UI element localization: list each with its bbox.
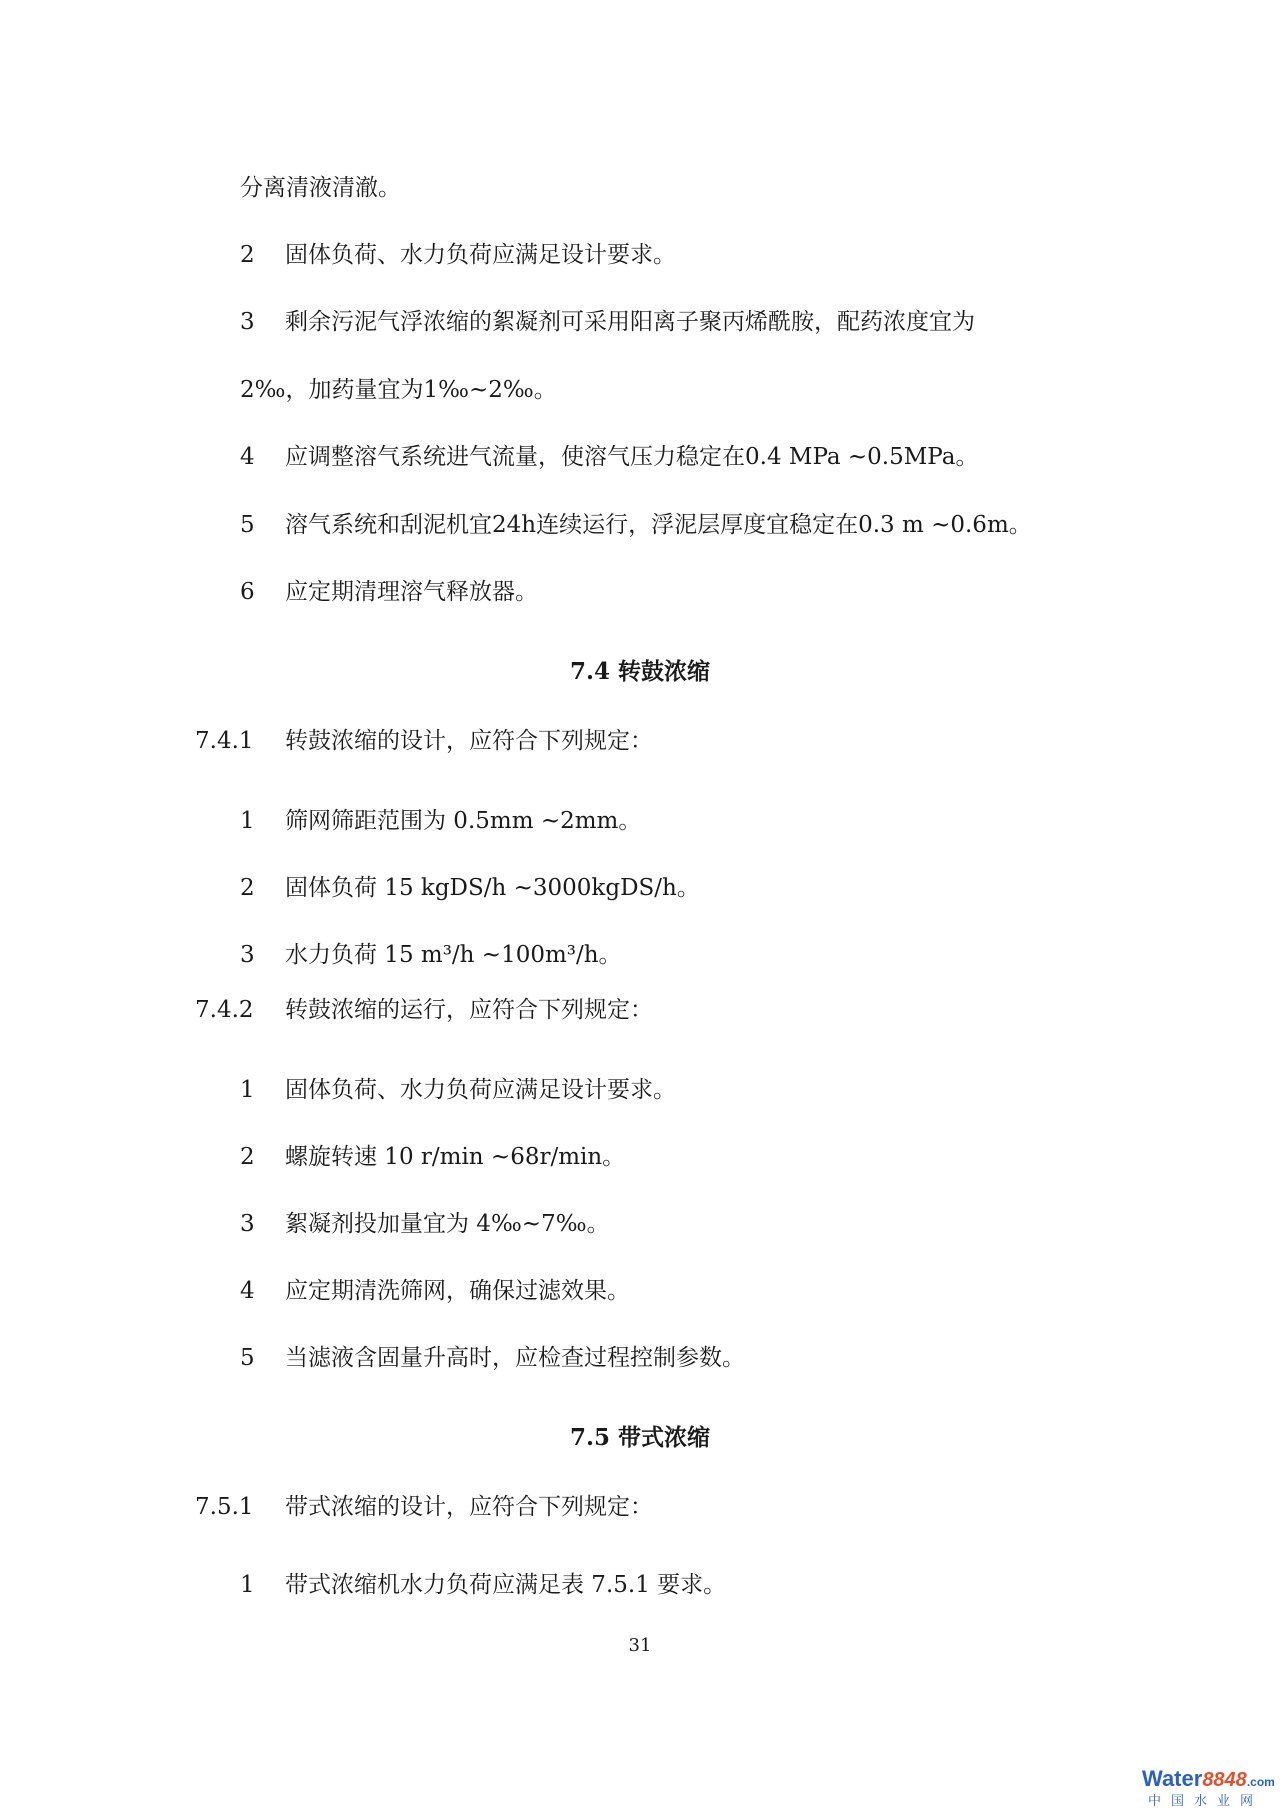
page-number: 31 (628, 1635, 652, 1656)
section-heading: 7.5 带式浓缩 (569, 1424, 711, 1451)
logo-subtitle: 中国水业网 (1148, 1793, 1264, 1808)
section-heading: 7.4 转鼓浓缩 (569, 658, 711, 685)
logo-wordmark: Water8848.com (1142, 1766, 1275, 1791)
watermark-logo (1142, 1766, 1275, 1808)
